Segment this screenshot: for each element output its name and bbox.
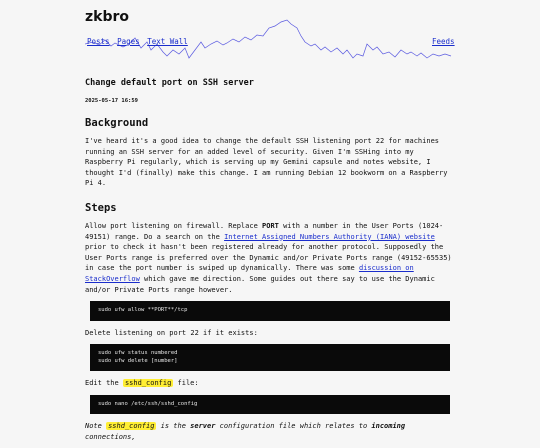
code-block-ufw-allow[interactable]: sudo ufw allow **PORT**/tcp	[90, 301, 450, 321]
post-title: Change default port on SSH server	[85, 78, 254, 88]
main-nav	[87, 37, 191, 46]
paragraph-background: I've heard it's a good idea to change the default SSH listening port 22 for machines running an SSH server for an added level of security. Given I'm SSHing into my Raspberry Pi regularly, which is serving up my Gemini capsule and notes website, I thought I'd (finally) make this change. I am running Debian 12 bookworm on a Raspberry Pi 4.	[85, 137, 448, 188]
nav-posts[interactable]: Posts	[87, 37, 110, 46]
paragraph-edit-config: Edit the sshd_config file:	[85, 379, 199, 388]
site-title[interactable]: zkbro	[85, 9, 130, 25]
code-block-nano[interactable]: sudo nano /etc/ssh/sshd_config	[90, 395, 450, 415]
heading-steps: Steps	[85, 201, 117, 214]
inline-code-sshd-config-2: sshd_config	[108, 422, 155, 431]
link-iana[interactable]: Internet Assigned Numbers Authority (IANA) website	[224, 232, 435, 241]
paragraph-firewall: Allow port listening on firewall. Replace PORT with a number in the User Ports (1024-49151) range. Do a search on the Internet Assigned Numbers Authority (IANA) website prior to check it hasn't been registered already for another protocol. Supposedly the User Ports range is preferred over the Dynamic and/or Private Ports range (49152-65535) in case the port number is swiped up dynamically. There was some discussion on StackOverflow which gave me direction. Some guides out there say to use the Dynamic and/or Private Ports range however.	[85, 221, 452, 294]
inline-code-sshd-config: sshd_config	[124, 379, 172, 388]
post-date: 2025-05-17 16:59	[85, 98, 138, 104]
post-content	[85, 78, 455, 448]
nav-text-wall[interactable]: Text Wall	[147, 37, 188, 46]
code-block-ufw-delete[interactable]: sudo ufw status numbered sudo ufw delete [number]	[90, 344, 450, 371]
nav-pages[interactable]: Pages	[117, 37, 140, 46]
link-stackoverflow[interactable]: discussion on StackOverflow	[85, 264, 414, 283]
nav-feeds[interactable]: Feeds	[432, 37, 455, 46]
paragraph-delete-port: Delete listening on port 22 if it exists:	[85, 328, 258, 337]
paragraph-note: Note sshd_config is the server configuration file which relates to incoming connections,	[85, 422, 406, 441]
heading-background: Background	[85, 117, 149, 129]
